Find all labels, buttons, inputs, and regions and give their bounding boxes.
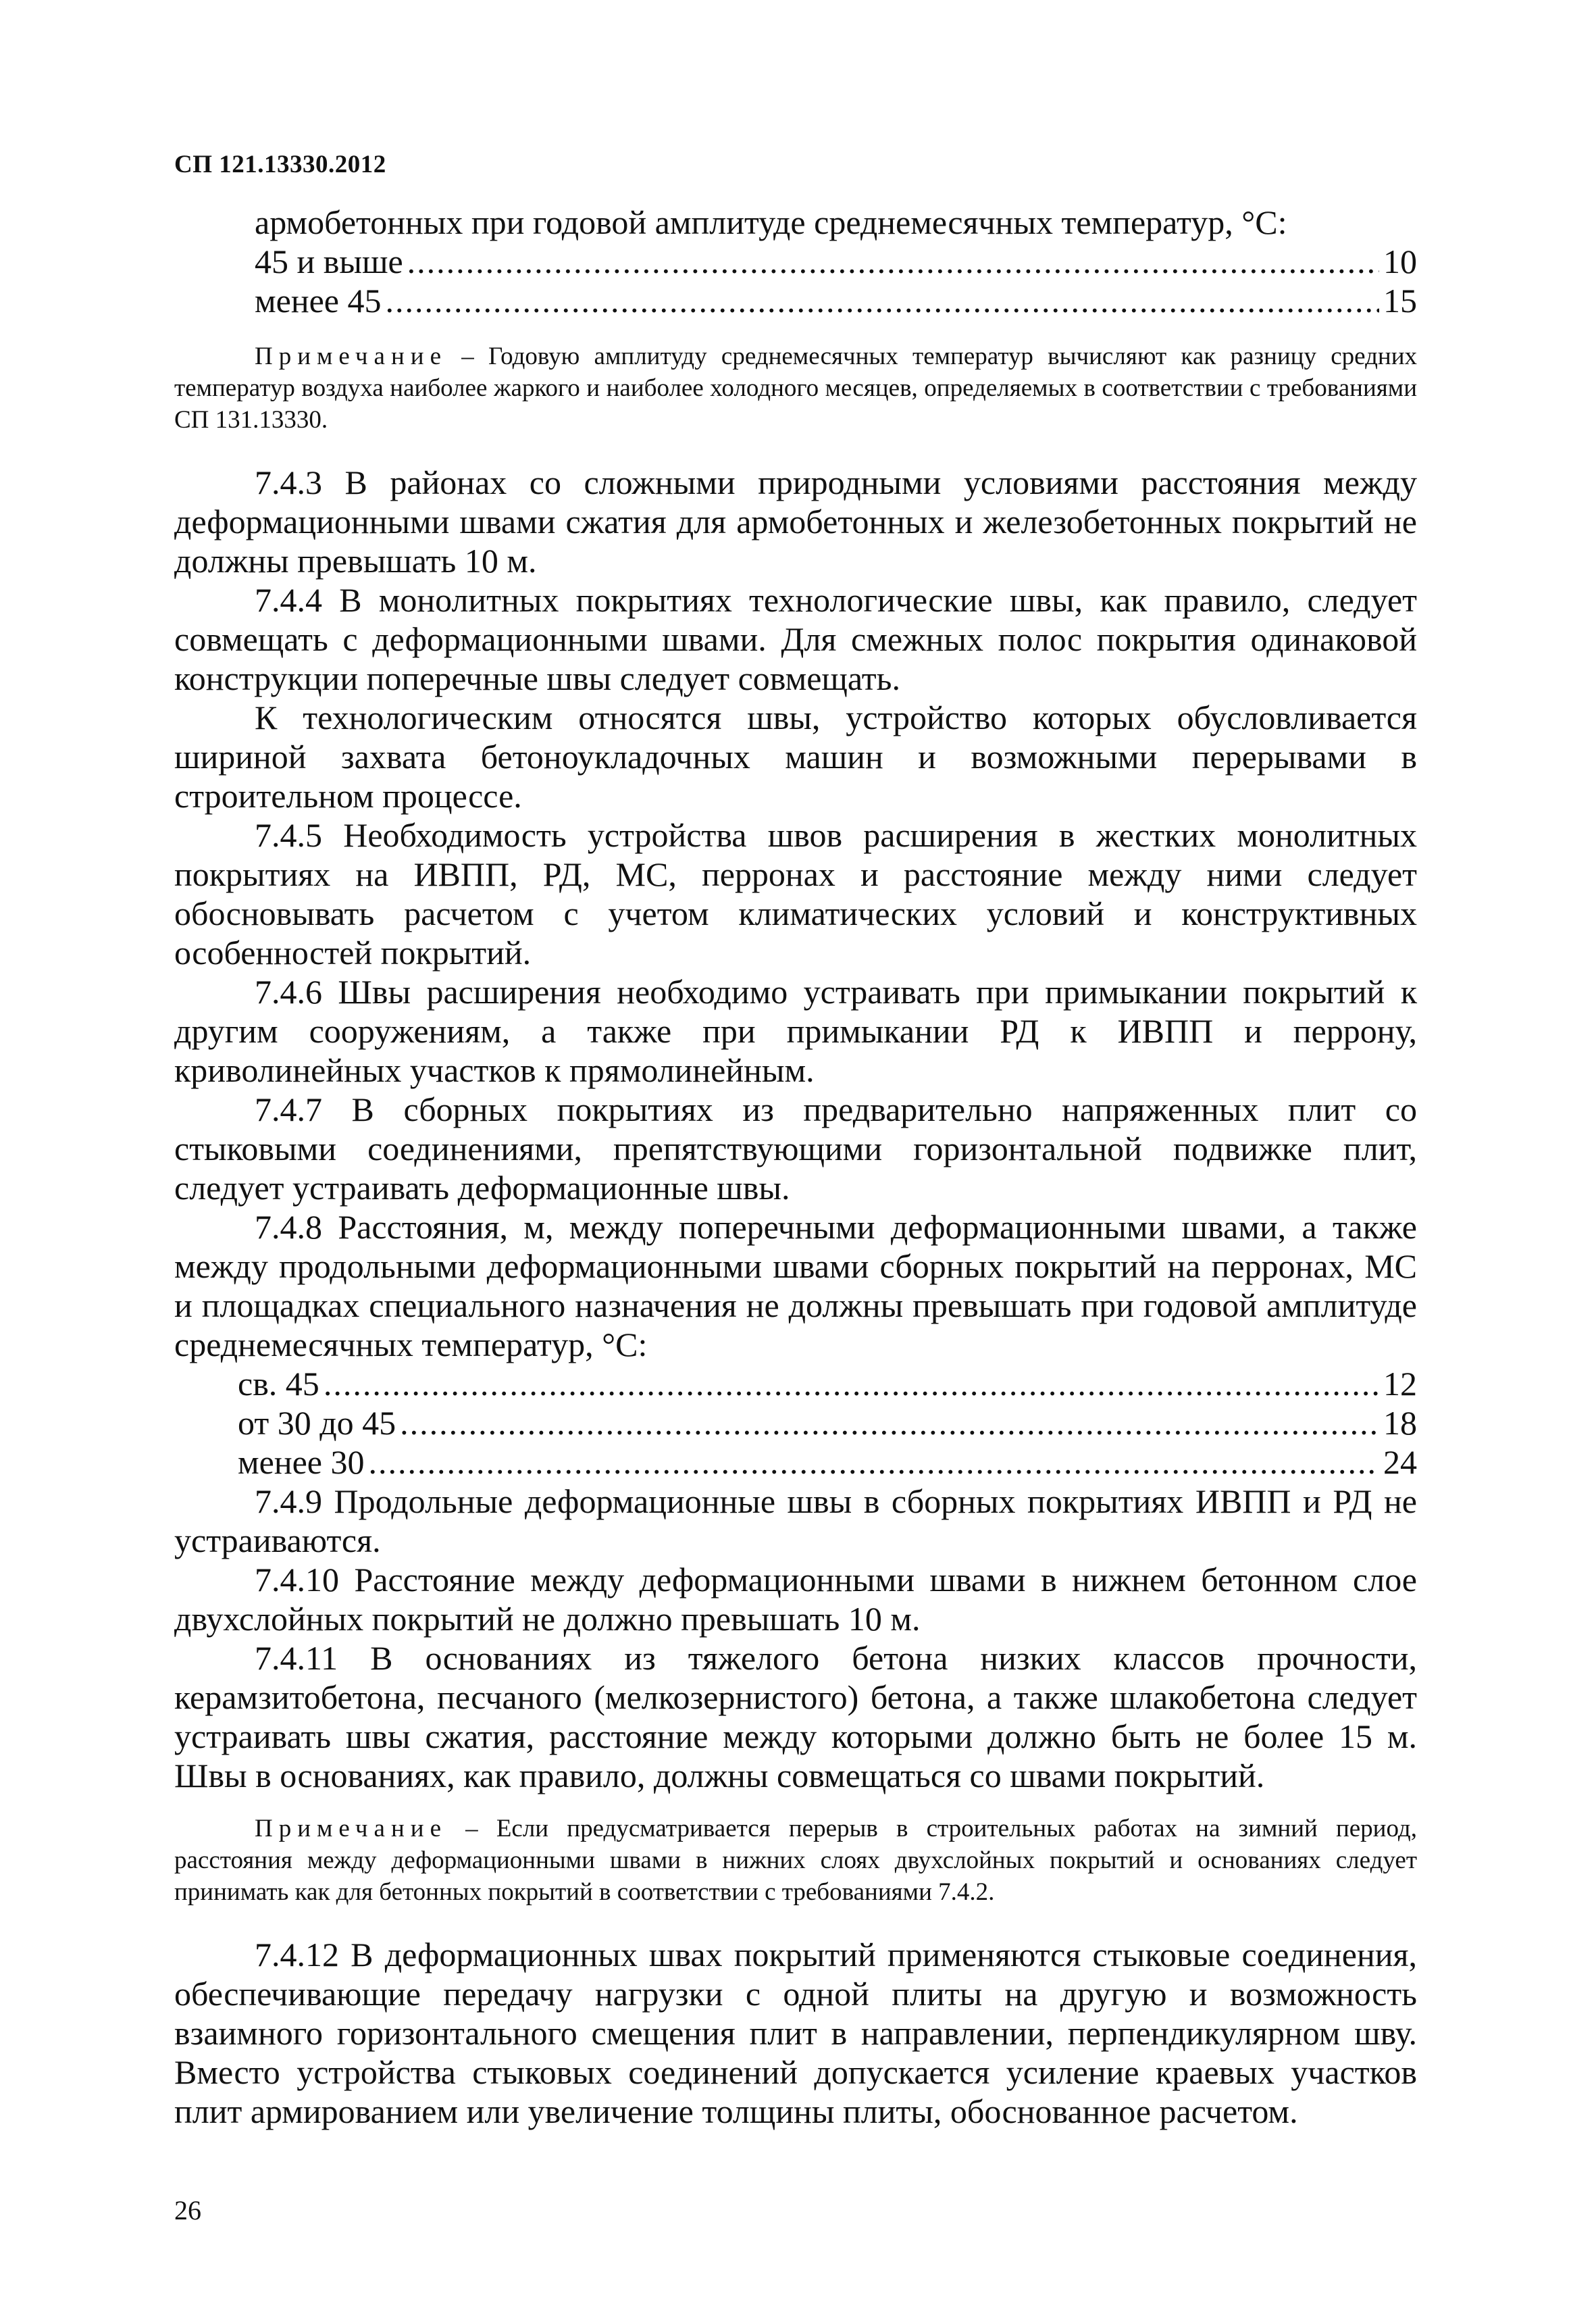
temperature-intro-text: армобетонных при годовой амплитуде среднемесячных температур, °C: — [255, 203, 1287, 241]
leader-row-label: менее 30 — [238, 1443, 365, 1481]
note-paragraph — [174, 1813, 1417, 1908]
leader-row-value: 24 — [1383, 1443, 1417, 1481]
note-paragraph — [174, 341, 1417, 436]
leader-row — [174, 1442, 1417, 1482]
paragraph-technological-joints: К технологическим относятся швы, устройство которых обусловливается шириной захвата бетоноукладочных машин и возможными перерывами в строительном процессе. — [174, 699, 1417, 815]
leader-dots — [368, 1442, 1379, 1482]
note-text: – Если предусматривается перерыв в строительных работах на зимний период, расстояния между деформационными швами в нижних слоях двухслойных покрытий и основаниях следует принимать как для бетонных покрытий в соответствии с требованиями 7.4.2. — [174, 1815, 1417, 1906]
leader-row-label: менее 45 — [255, 282, 382, 320]
leader-row-value: 15 — [1383, 282, 1417, 320]
paragraph-7-4-9: 7.4.9 Продольные деформационные швы в сборных покрытиях ИВПП и РД не устраиваются. — [174, 1482, 1417, 1559]
paragraph-7-4-5: 7.4.5 Необходимость устройства швов расширения в жестких монолитных покрытиях на ИВПП, РД, МС, перронах и расстояние между ними следует обосновывать расчетом с учетом климатических условий и конструктивных особенностей покрытий. — [174, 816, 1417, 972]
section-paragraphs-c — [174, 1935, 1417, 2131]
paragraph-7-4-6: 7.4.6 Швы расширения необходимо устраивать при примыкании покрытий к другим сооружениям, а также при примыкании РД к ИВПП и перрону, криволинейных участков к прямолинейным. — [174, 973, 1417, 1089]
leader-dots — [324, 1364, 1379, 1403]
leader-row — [174, 1403, 1417, 1442]
note-label: Примечание — [255, 343, 447, 370]
paragraph-7-4-4: 7.4.4 В монолитных покрытиях технологические швы, как правило, следует совмещать с деформационными швами. Для смежных полос покрытия одинаковой конструкции поперечные швы следует совмещать. — [174, 581, 1417, 697]
paragraph-7-4-8: 7.4.8 Расстояния, м, между поперечными деформационными швами, а также между продольными деформационными швами сборных покрытий на перронах, МС и площадках специального назначения не должны превышать при годовой амплитуде среднемесячных температур, °C: — [174, 1208, 1417, 1363]
section-paragraphs-b — [174, 1482, 1417, 1795]
leader-dots — [407, 242, 1379, 281]
leader-row — [174, 281, 1417, 320]
paragraph-7-4-7: 7.4.7 В сборных покрытиях из предварительно напряженных плит со стыковыми соединениями, препятствующими горизонтальной подвижке плит, следует устраивать деформационные швы. — [174, 1090, 1417, 1207]
leader-row-label: 45 и выше — [255, 243, 403, 280]
leader-row-value: 10 — [1383, 243, 1417, 280]
paragraph-7-4-10: 7.4.10 Расстояние между деформационными швами в нижнем бетонном слое двухслойных покрытий не должно превышать 10 м. — [174, 1561, 1417, 1638]
leader-row-value: 18 — [1383, 1404, 1417, 1442]
leader-row-value: 12 — [1383, 1365, 1417, 1403]
paragraph-7-4-12: 7.4.12 В деформационных швах покрытий применяются стыковые соединения, обеспечивающие передачу нагрузки с одной плиты на другую и возможность взаимного горизонтального смещения плит в направлении, перпендикулярном шву. Вместо устройства стыковых соединений допускается усиление краевых участков плит армированием или увеличение толщины плиты, обоснованное расчетом. — [174, 1936, 1417, 2130]
leader-row-label: св. 45 — [238, 1365, 319, 1403]
leader-dots — [385, 281, 1379, 320]
document-code-header: СП 121.13330.2012 — [174, 151, 386, 178]
paragraph-7-4-11: 7.4.11 В основаниях из тяжелого бетона низких классов прочности, керамзитобетона, песчаного (мелкозернистого) бетона, а также шлакобетона следует устраивать швы сжатия, расстояние между которыми должно быть не более 15 м. Швы в основаниях, как правило, должны совмещаться со швами покрытий. — [174, 1639, 1417, 1794]
paragraph-7-4-3: 7.4.3 В районах со сложными природными условиями расстояния между деформационными швами сжатия для армобетонных и железобетонных покрытий не должны превышать 10 м. — [174, 463, 1417, 580]
leader-row — [174, 1364, 1417, 1403]
leader-row-label: от 30 до 45 — [238, 1404, 396, 1442]
page-number: 26 — [174, 2195, 201, 2225]
leader-dots — [400, 1403, 1379, 1442]
leader-row — [174, 242, 1417, 281]
note-label: Примечание — [255, 1815, 447, 1842]
note-text: – Годовую амплитуду среднемесячных температур вычисляют как разницу средних температур воздуха наиболее жаркого и наиболее холодного месяцев, определяемых в соответствии с требованиями СП 131.13330. — [174, 343, 1417, 434]
page-content — [174, 203, 1417, 2131]
section-paragraphs-a — [174, 463, 1417, 1364]
